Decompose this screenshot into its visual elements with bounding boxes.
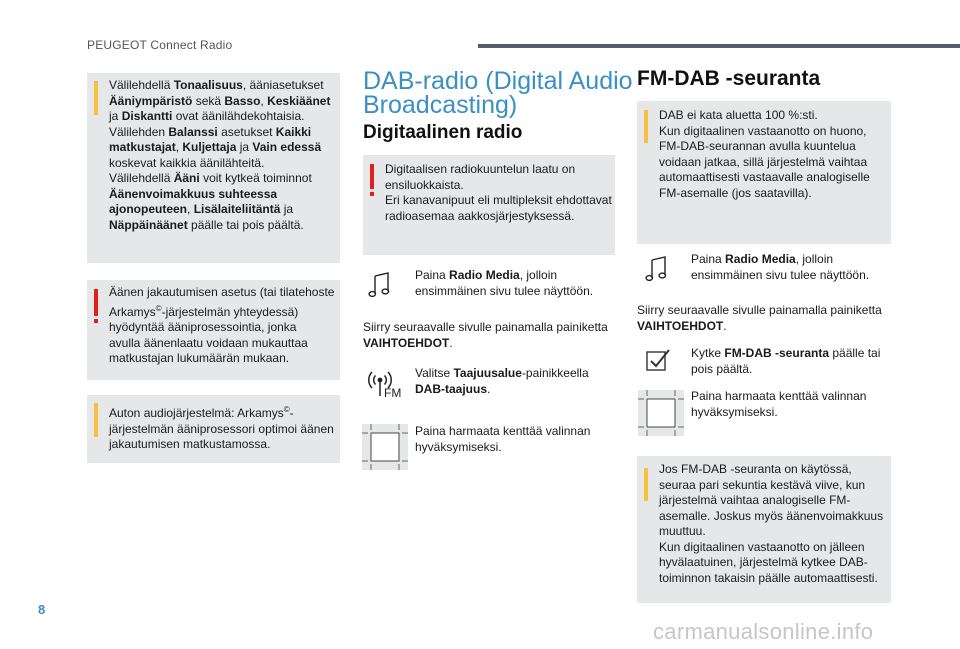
warning-box-digital-radio bbox=[363, 155, 615, 255]
info-box-audio-tabs-text: Välilehdellä Tonaalisuus, ääniasetukset Ääniympäristö sekä Basso, Keskiäänet ja Diskantti ovat äänilähdekohtaisia. Välilehden Balanssi asetukset Kaikki matkustajat, Kuljettaja ja Vain edessä koskevat kaikkia äänilähteitä. Välilehdellä Ääni voit kytkeä toiminnot Äänenvoimakkuus suhteessa ajonopeuteen, Lisälaiteliitäntä ja Näppäinäänet päälle tai pois päältä. bbox=[109, 78, 331, 232]
music-note-icon bbox=[368, 272, 392, 298]
info-box-dab-coverage-text: DAB ei kata aluetta 100 %:sti. Kun digitaalinen vastaanotto on huono, FM-DAB-seurannan avulla kuuntelua voidaan jatkaa, sillä järjestelmä vaihtaa automaattisesti vastaavalle analogiselle FM-asemalle (jos saatavilla). bbox=[659, 108, 870, 200]
step-select-band: Valitse Taajuusalue-painikkeella DAB-taajuus. bbox=[415, 366, 589, 396]
music-note-icon bbox=[645, 256, 669, 282]
header-title: PEUGEOT Connect Radio bbox=[87, 38, 233, 52]
grey-field-icon bbox=[362, 424, 408, 470]
fm-label: FM bbox=[384, 386, 402, 400]
step-confirm-middle: Paina harmaata kenttää valinnan hyväksymiseksi. bbox=[415, 424, 591, 454]
step-confirm-right: Paina harmaata kenttää valinnan hyväksymiseksi. bbox=[691, 389, 867, 419]
watermark: carmanualsonline.info bbox=[653, 619, 874, 644]
section-title-fm-dab: FM-DAB -seuranta bbox=[637, 67, 821, 90]
grey-field-icon bbox=[638, 390, 684, 436]
subtitle-digital-radio: Digitaalinen radio bbox=[363, 122, 523, 143]
section-title-dab: DAB-radio (Digital Audio Broadcasting) bbox=[363, 67, 633, 119]
checkbox-icon bbox=[646, 348, 672, 372]
warning-box-sound-distribution-text: Äänen jakautumisen asetus (tai tilatehoste Arkamys©-järjestelmän yhteydessä) hyödyntää ääniprosessointia, jonka avulla äänenlaatu voidaan mukauttaa matkustajan lukumäärän mukaan. bbox=[109, 285, 335, 365]
info-box-fm-dab-delay-text: Jos FM-DAB -seuranta on käytössä, seuraa pari sekuntia kestävä viive, kun järjestelmä vaihtaa analogiselle FM- asemalle. Joskus myös äänenvoimakkuus muuttuu. Kun digitaalinen vastaanotto on jälleen hyvälaatuinen, järjestelmä kytkee DAB- toiminnon takaisin päälle automaattisesti. bbox=[659, 462, 884, 585]
info-box-arkamys bbox=[87, 395, 340, 463]
info-marker bbox=[644, 110, 648, 143]
info-box-arkamys-text: Auton audiojärjestelmä: Arkamys©- järjestelmän ääniprosessori optimoi äänen jakautumisen matkustamossa. bbox=[109, 405, 334, 451]
warning-box-sound-distribution bbox=[87, 280, 340, 380]
info-marker bbox=[94, 81, 98, 115]
warning-marker bbox=[370, 164, 374, 189]
para-options-right: Siirry seuraavalle sivulle painamalla painiketta VAIHTOEHDOT. bbox=[637, 303, 882, 333]
warning-box-digital-radio-text: Digitaalisen radiokuuntelun laatu on ensiluokkaista. Eri kanavanipuut eli multipleksit ehdottavat radioasemaa aakkosjärjestyksessä. bbox=[385, 162, 612, 223]
step-radio-media-right: Paina Radio Media, jolloin ensimmäinen sivu tulee näyttöön. bbox=[691, 252, 870, 282]
page-number: 8 bbox=[38, 602, 46, 617]
info-marker bbox=[644, 468, 648, 501]
step-radio-media: Paina Radio Media, jolloin ensimmäinen sivu tulee näyttöön. bbox=[415, 268, 594, 298]
warning-marker bbox=[94, 289, 98, 316]
para-options: Siirry seuraavalle sivulle painamalla painiketta VAIHTOEHDOT. bbox=[363, 320, 608, 350]
info-marker bbox=[94, 403, 98, 437]
info-box-dab-coverage bbox=[637, 101, 891, 244]
info-box-fm-dab-delay bbox=[637, 456, 891, 603]
info-box-audio-tabs bbox=[87, 73, 340, 263]
step-toggle-fm-dab: Kytke FM-DAB -seuranta päälle tai pois päältä. bbox=[691, 346, 881, 376]
header-rule bbox=[478, 44, 960, 48]
